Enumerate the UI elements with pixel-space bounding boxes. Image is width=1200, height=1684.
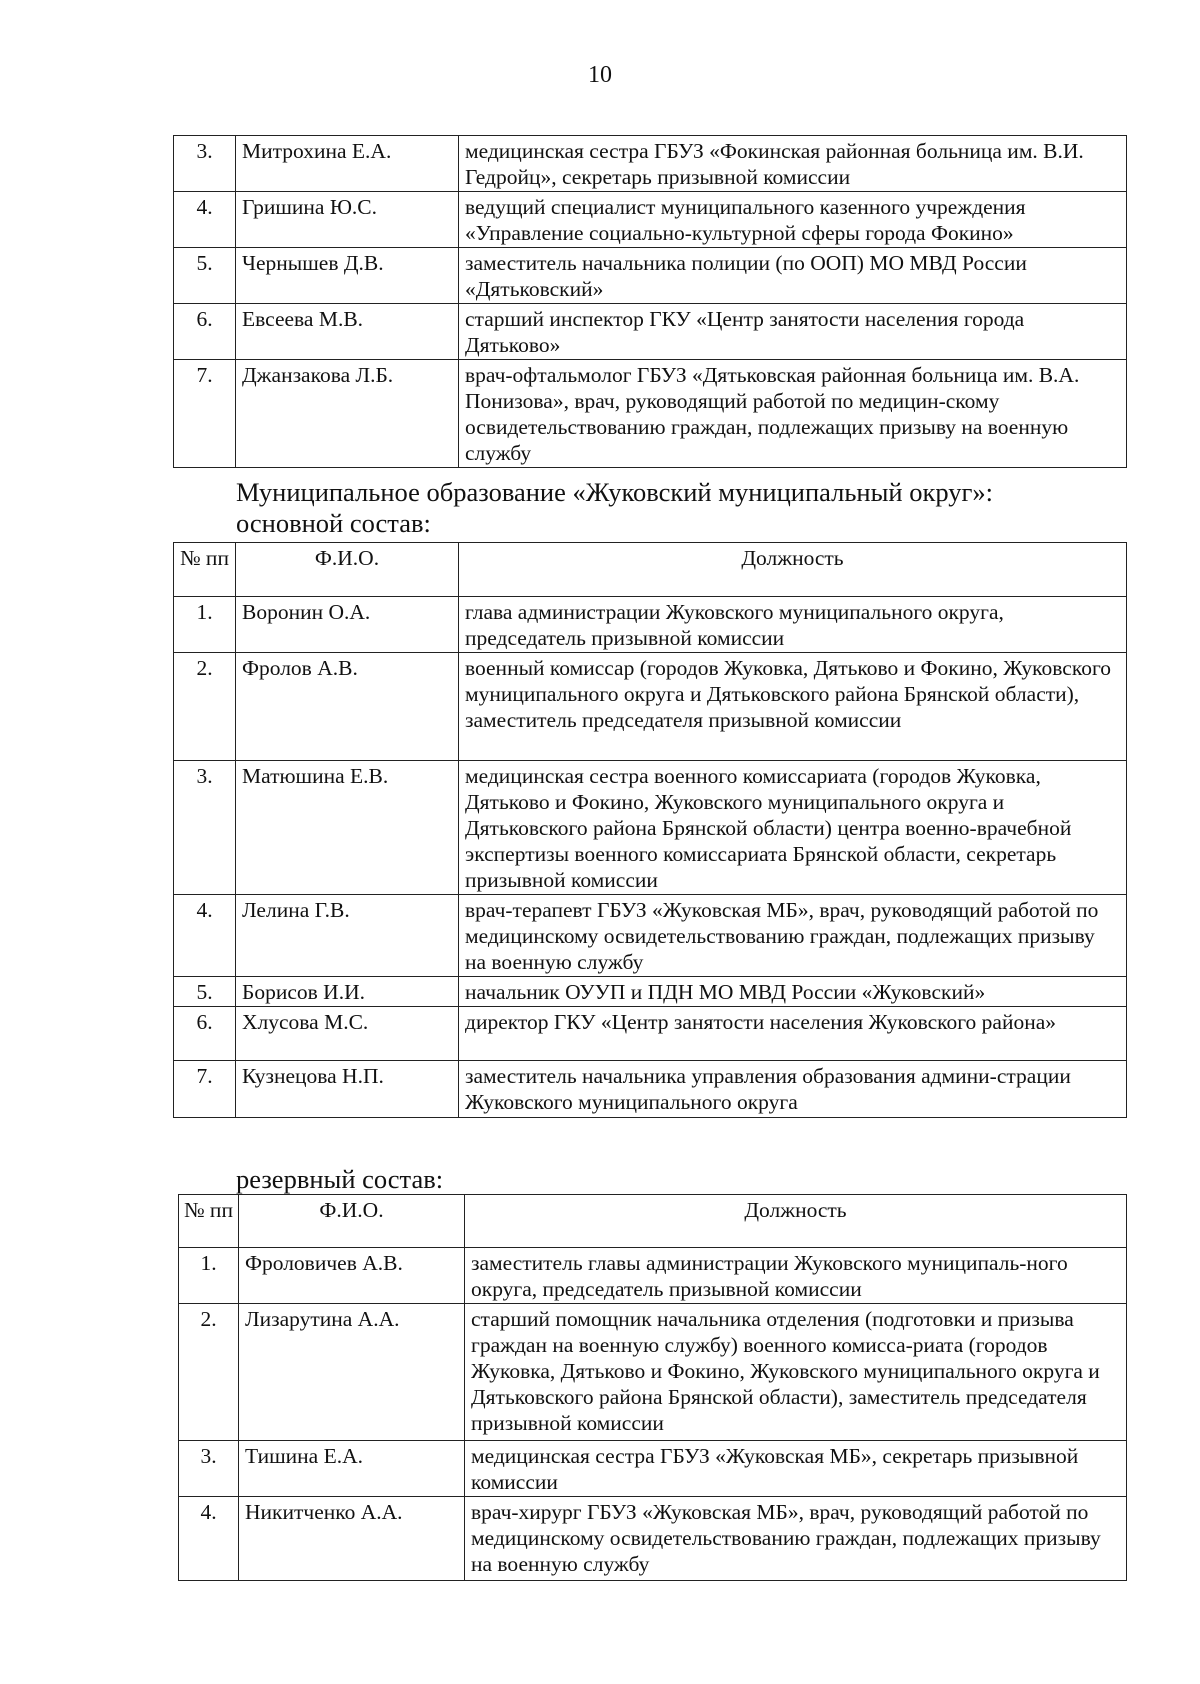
member-position: директор ГКУ «Центр занятости населения Жуковского района» bbox=[459, 1007, 1127, 1061]
member-position: ведущий специалист муниципального казенного учреждения «Управление социально-культурной сферы города Фокино» bbox=[459, 192, 1127, 248]
member-name: Джанзакова Л.Б. bbox=[236, 360, 459, 468]
member-position: медицинская сестра военного комиссариата (городов Жуковка, Дятьково и Фокино, Жуковского муниципального округа и Дятьковского района Брянской области) центра военно-врачебной экспертизы военного комиссариата Брянской области, секретарь призывной комиссии bbox=[459, 761, 1127, 895]
row-number: 3. bbox=[179, 1441, 239, 1497]
member-name: Хлусова М.С. bbox=[236, 1007, 459, 1061]
row-number: 2. bbox=[174, 653, 236, 761]
member-name: Кузнецова Н.П. bbox=[236, 1061, 459, 1118]
row-number: 4. bbox=[174, 895, 236, 977]
member-position: старший инспектор ГКУ «Центр занятости населения города Дятьково» bbox=[459, 304, 1127, 360]
member-position: старший помощник начальника отделения (подготовки и призыва граждан на военную службу) военного комисса-риата (городов Жуковка, Дятьково и Фокино, Жуковского муниципального округа и Дятьковского района Брянской области), заместитель председателя призывной комиссии bbox=[465, 1304, 1127, 1441]
table-row bbox=[174, 977, 1127, 1007]
row-number: 6. bbox=[174, 304, 236, 360]
row-number: 5. bbox=[174, 977, 236, 1007]
table-row bbox=[179, 1248, 1127, 1304]
member-name: Евсеева М.В. bbox=[236, 304, 459, 360]
reserve-composition-table bbox=[178, 1194, 1127, 1581]
member-name: Митрохина Е.А. bbox=[236, 136, 459, 192]
row-number: 3. bbox=[174, 761, 236, 895]
row-number: 4. bbox=[174, 192, 236, 248]
row-number: 7. bbox=[174, 1061, 236, 1118]
member-position: врач-хирург ГБУЗ «Жуковская МБ», врач, руководящий работой по медицинскому освидетельствованию граждан, подлежащих призыву на военную службу bbox=[465, 1497, 1127, 1581]
member-position: начальник ОУУП и ПДН МО МВД России «Жуковский» bbox=[459, 977, 1127, 1007]
table-row bbox=[174, 192, 1127, 248]
table-row bbox=[174, 360, 1127, 468]
table-row bbox=[174, 653, 1127, 761]
row-number: 2. bbox=[179, 1304, 239, 1441]
table-row bbox=[174, 248, 1127, 304]
table-row bbox=[179, 1441, 1127, 1497]
row-number: 3. bbox=[174, 136, 236, 192]
member-name: Фролов А.В. bbox=[236, 653, 459, 761]
table-row bbox=[174, 136, 1127, 192]
member-position: медицинская сестра ГБУЗ «Жуковская МБ», секретарь призывной комиссии bbox=[465, 1441, 1127, 1497]
member-position: врач-терапевт ГБУЗ «Жуковская МБ», врач, руководящий работой по медицинскому освидетельствованию граждан, подлежащих призыву на военную службу bbox=[459, 895, 1127, 977]
member-position: военный комиссар (городов Жуковка, Дятьково и Фокино, Жуковского муниципального округа и Дятьковского района Брянской области), заместитель председателя призывной комиссии bbox=[459, 653, 1127, 761]
table-row bbox=[174, 304, 1127, 360]
column-header-number: № пп bbox=[174, 543, 236, 597]
main-composition-caption: основной состав: bbox=[236, 508, 431, 538]
column-header-position: Должность bbox=[459, 543, 1127, 597]
member-name: Фроловичев А.В. bbox=[239, 1248, 465, 1304]
member-name: Лелина Г.В. bbox=[236, 895, 459, 977]
main-composition-table bbox=[173, 542, 1127, 1118]
member-name: Борисов И.И. bbox=[236, 977, 459, 1007]
page-number: 10 bbox=[588, 62, 612, 88]
table-row bbox=[179, 1497, 1127, 1581]
member-position: заместитель начальника управления образования админи-страции Жуковского муниципального округа bbox=[459, 1061, 1127, 1118]
table-header-row bbox=[179, 1195, 1127, 1248]
member-position: заместитель главы администрации Жуковского муниципаль-ного округа, председатель призывной комиссии bbox=[465, 1248, 1127, 1304]
member-position: медицинская сестра ГБУЗ «Фокинская районная больница им. В.И. Гедройц», секретарь призывной комиссии bbox=[459, 136, 1127, 192]
row-number: 6. bbox=[174, 1007, 236, 1061]
reserve-composition-caption: резервный состав: bbox=[236, 1164, 444, 1194]
table-row bbox=[174, 1007, 1127, 1061]
row-number: 1. bbox=[174, 597, 236, 653]
member-name: Тишина Е.А. bbox=[239, 1441, 465, 1497]
commission-table-continuation bbox=[173, 135, 1127, 468]
member-position: заместитель начальника полиции (по ООП) МО МВД России «Дятьковский» bbox=[459, 248, 1127, 304]
member-name: Матюшина Е.В. bbox=[236, 761, 459, 895]
table-header-row bbox=[174, 543, 1127, 597]
row-number: 4. bbox=[179, 1497, 239, 1581]
member-name: Гришина Ю.С. bbox=[236, 192, 459, 248]
column-header-name: Ф.И.О. bbox=[239, 1195, 465, 1248]
member-name: Лизарутина А.А. bbox=[239, 1304, 465, 1441]
row-number: 7. bbox=[174, 360, 236, 468]
member-name: Чернышев Д.В. bbox=[236, 248, 459, 304]
member-position: глава администрации Жуковского муниципального округа, председатель призывной комиссии bbox=[459, 597, 1127, 653]
municipality-heading: Муниципальное образование «Жуковский муниципальный округ»: bbox=[236, 477, 993, 507]
table-row bbox=[174, 1061, 1127, 1118]
table-row bbox=[174, 761, 1127, 895]
column-header-position: Должность bbox=[465, 1195, 1127, 1248]
table-row bbox=[174, 895, 1127, 977]
member-position: врач-офтальмолог ГБУЗ «Дятьковская районная больница им. В.А. Понизова», врач, руководящий работой по медицин-скому освидетельствованию граждан, подлежащих призыву на военную службу bbox=[459, 360, 1127, 468]
table-row bbox=[179, 1304, 1127, 1441]
member-name: Никитченко А.А. bbox=[239, 1497, 465, 1581]
column-header-number: № пп bbox=[179, 1195, 239, 1248]
table-row bbox=[174, 597, 1127, 653]
row-number: 1. bbox=[179, 1248, 239, 1304]
row-number: 5. bbox=[174, 248, 236, 304]
member-name: Воронин О.А. bbox=[236, 597, 459, 653]
column-header-name: Ф.И.О. bbox=[236, 543, 459, 597]
